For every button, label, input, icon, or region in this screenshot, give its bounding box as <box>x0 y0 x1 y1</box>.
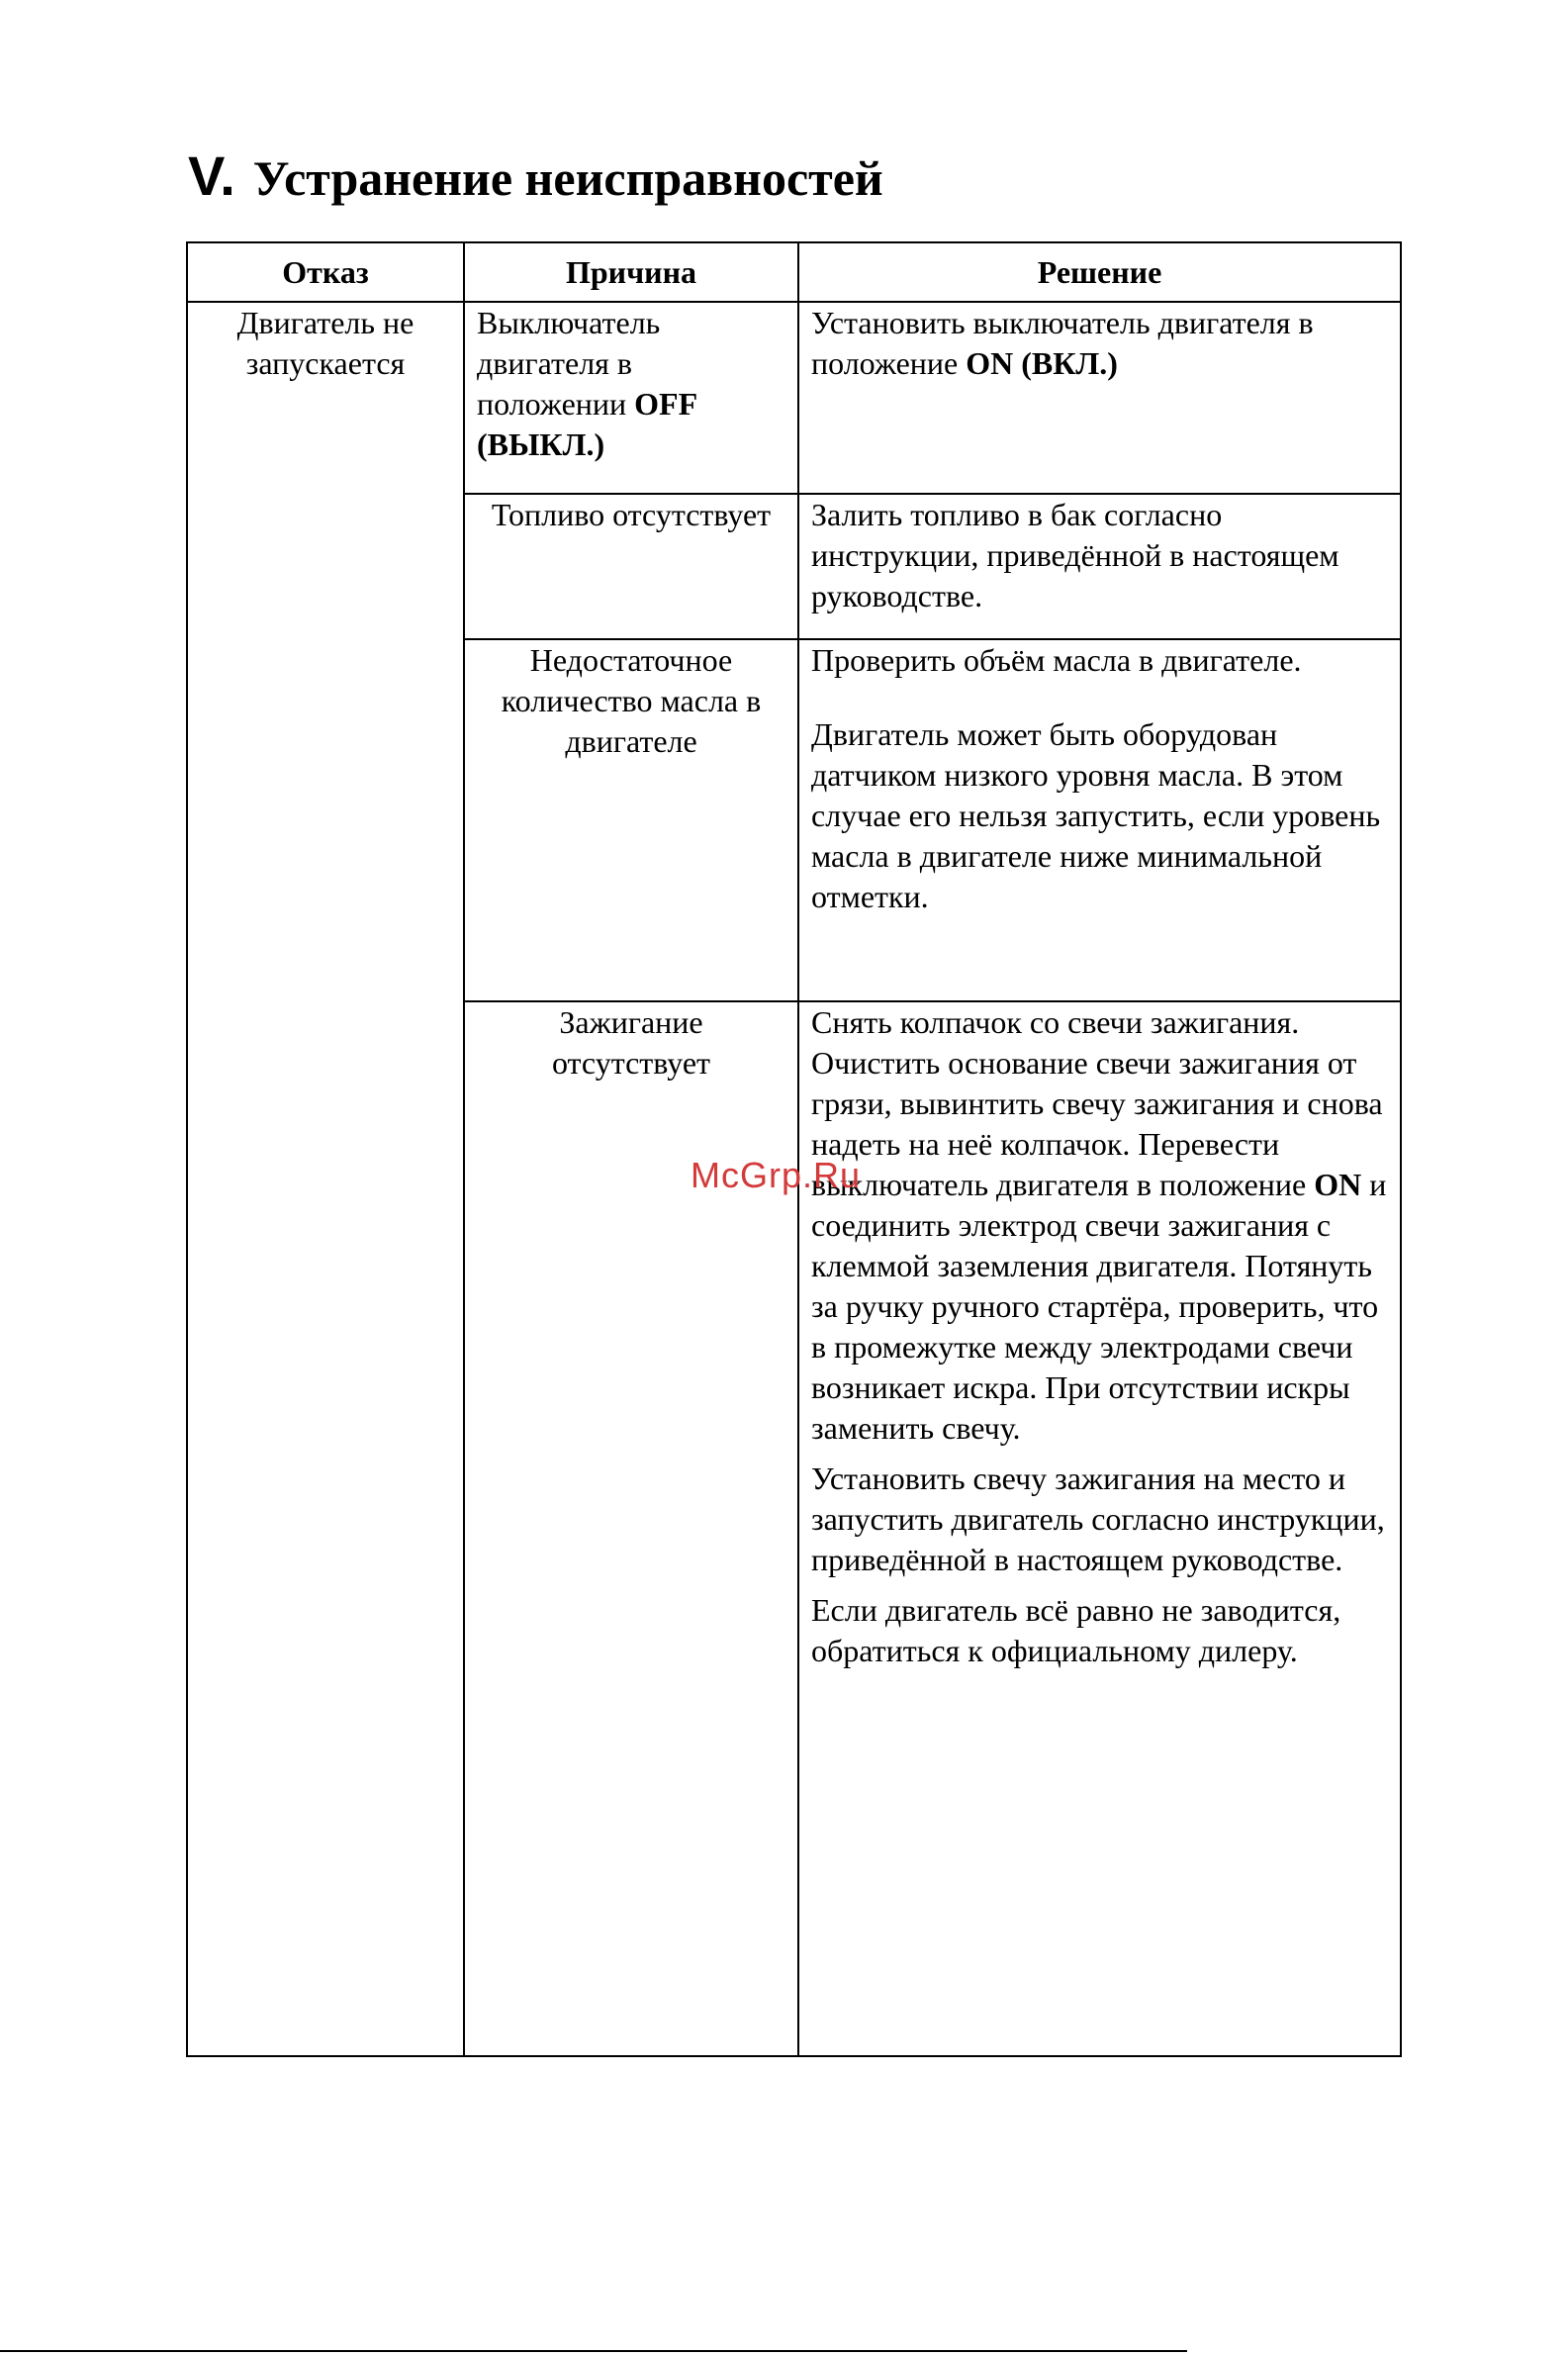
table-row <box>187 302 1401 494</box>
header-cause: Причина <box>464 242 798 302</box>
fix-text-bold: ON <box>1314 1167 1362 1202</box>
section-numeral: V. <box>188 144 235 207</box>
cause-text: Топливо отсутствует <box>491 497 772 532</box>
fix-text: и соединить электрод свечи зажигания с клеммой заземления двигателя. Потянуть за ручку ручного стартёра, проверить, что в промежутке между электродами свечи возникает искра. При отсутствии искры заменить свечу. <box>811 1167 1387 1446</box>
cause-text: Выключатель двигателя в положении <box>477 305 661 422</box>
fix-cell <box>798 302 1401 494</box>
fix-paragraph: Проверить объём масла в двигателе. <box>811 642 1302 678</box>
cause-cell <box>464 639 798 1001</box>
cause-text: Зажигание отсутствует <box>551 1004 711 1081</box>
cause-cell <box>464 302 798 494</box>
fault-cell <box>187 302 464 2056</box>
fix-text: Снять колпачок со свечи зажигания. Очистить основание свечи зажигания от грязи, вывинтить свечу зажигания и снова надеть на неё колпачок. Перевести выключатель двигателя в положение <box>811 1004 1383 1202</box>
fix-cell <box>798 1001 1401 2056</box>
section-title: Устранение неисправностей <box>252 150 883 206</box>
fix-paragraph <box>811 1002 1388 1449</box>
footer-divider <box>0 2350 1187 2352</box>
troubleshooting-table <box>186 241 1402 2057</box>
fix-paragraph: Если двигатель всё равно не заводится, обратиться к официальному дилеру. <box>811 1592 1341 1668</box>
cause-text: Недостаточное количество масла в двигателе <box>501 642 762 759</box>
header-fix: Решение <box>798 242 1401 302</box>
header-fault: Отказ <box>187 242 464 302</box>
cause-cell <box>464 494 798 639</box>
fix-paragraph: Установить свечу зажигания на место и запустить двигатель согласно инструкции, приведённой в настоящем руководстве. <box>811 1461 1385 1577</box>
fix-text-bold: ON (ВКЛ.) <box>966 345 1118 381</box>
watermark: McGrp.Ru <box>691 1155 862 1195</box>
cause-text-bold: OFF (ВЫКЛ.) <box>477 386 696 462</box>
fix-paragraph: Двигатель может быть оборудован датчиком низкого уровня масла. В этом случае его нельзя запустить, если уровень масла в двигателе ниже минимальной отметки. <box>811 716 1381 914</box>
table-header-row <box>187 242 1401 302</box>
fix-cell <box>798 494 1401 639</box>
section-heading <box>188 144 883 207</box>
fix-text: Залить топливо в бак согласно инструкции, приведённой в настоящем руководстве. <box>811 497 1339 613</box>
fault-text: Двигатель не запускается <box>236 305 415 381</box>
fix-text: Установить выключатель двигателя в положение <box>811 305 1314 381</box>
fix-cell <box>798 639 1401 1001</box>
